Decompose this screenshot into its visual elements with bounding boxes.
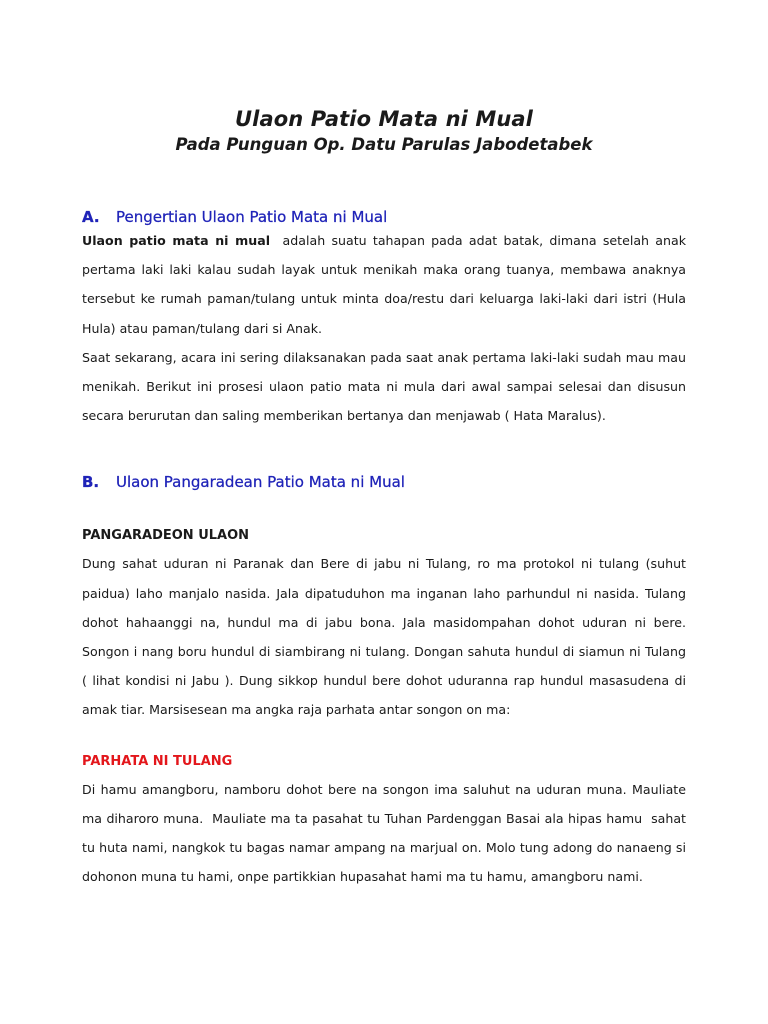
section-b-paragraph-1: Dung sahat uduran ni Paranak dan Bere di jabu ni Tulang, ro ma protokol ni tulang (suhut paidua) laho manjalo nasida. Jala dipatuduhon ma inganan laho parhundul ni nasida. Tulang dohot hahaanggi na, hundul ma di jabu bona. Jala masidompahan dohot uduran ni bere. Songon i nang boru hundul di siambirang ni tulang. Dongan sahuta hundul di siamun ni Tulang ( lihat kondisi ni Jabu ). Dung sikkop hundul bere dohot uduranna rap hundul masasudena di amak tiar. Marsisesean ma angka raja parhata antar songon on ma:: [82, 556, 686, 718]
section-a-letter: A.: [82, 208, 100, 226]
section-a-paragraph-2: Saat sekarang, acara ini sering dilaksanakan pada saat anak pertama laki-laki sudah mau mau menikah. Berikut ini prosesi ulaon patio mata ni mula dari awal sampai selesai dan disusun secara berurutan dan saling memberikan bertanya dan menjawab ( Hata Maralus).: [82, 349, 686, 424]
paragraph-text: adalah suatu tahapan pada adat batak, dimana setelah anak pertama laki laki kalau sudah layak untuk menikah maka orang tuanya, membawa anaknya tersebut ke rumah paman/tulang untuk minta doa/restu dari keluarga laki-laki dari istri (Hula Hula) atau paman/tulang dari si Anak.: [82, 233, 691, 336]
document-subtitle: Pada Punguan Op. Datu Parulas Jabodetabek: [175, 135, 593, 154]
subheading-parhata-ni-tulang: PARHATA NI TULANG: [82, 753, 233, 769]
section-a-heading: [82, 208, 686, 226]
section-b-letter: B.: [82, 473, 100, 492]
paragraph-lead-term: Ulaon patio mata ni mual: [82, 233, 271, 248]
subheading-pangaradeon: PANGARADEON ULAON: [82, 528, 250, 544]
section-b-heading: [82, 473, 686, 491]
section-a-title: Pengertian Ulaon Patio Mata ni Mual: [116, 208, 388, 226]
document-title: Ulaon Patio Mata ni Mual: [235, 107, 533, 131]
section-a-paragraph-1: [82, 226, 691, 343]
section-b-title: Ulaon Pangaradean Patio Mata ni Mual: [116, 473, 405, 492]
title-block: [82, 0, 686, 156]
section-b-paragraph-2: Di hamu amangboru, namboru dohot bere na songon ima saluhut na uduran muna. Mauliate ma diharoro muna. Mauliate ma ta pasahat tu Tuhan Pardenggan Basai ala hipas hamu sahat tu huta nami, nangkok tu bagas namar ampang na marjual on. Molo tung adong do nanaeng si dohonon muna tu hami, onpe partikkian hupasahat hami ma tu hamu, amangboru nami.: [82, 781, 691, 885]
